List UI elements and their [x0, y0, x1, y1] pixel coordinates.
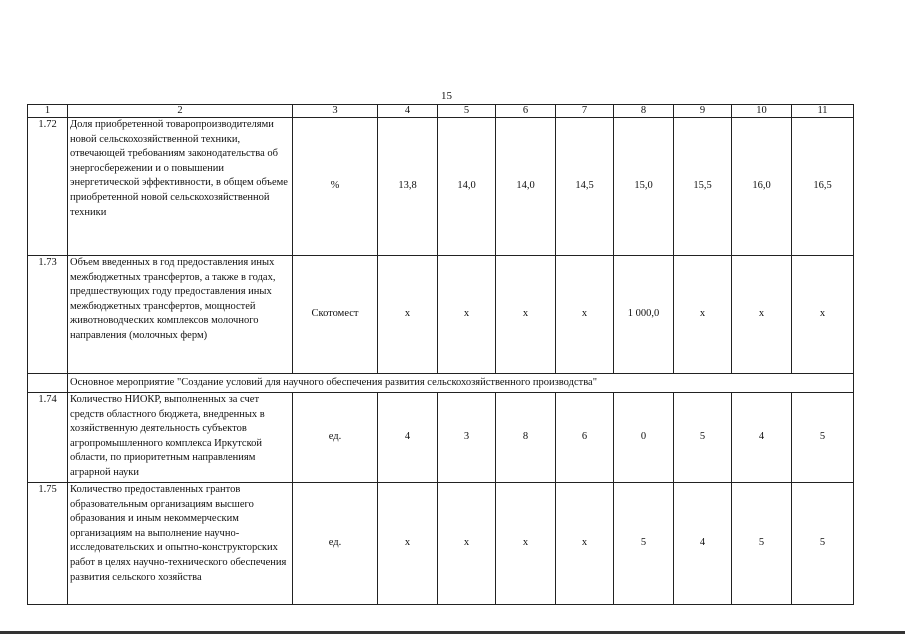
row-value: х — [496, 483, 556, 605]
row-value: 1 000,0 — [614, 256, 674, 374]
row-value: 5 — [792, 483, 854, 605]
row-value: 16,0 — [732, 118, 792, 256]
row-value: х — [792, 256, 854, 374]
row-value: 14,0 — [438, 118, 496, 256]
row-value: 5 — [732, 483, 792, 605]
section-row — [28, 374, 854, 393]
row-value: 13,8 — [378, 118, 438, 256]
row-unit: ед. — [293, 393, 378, 483]
header-cell: 1 — [28, 105, 68, 118]
header-cell: 11 — [792, 105, 854, 118]
row-value: 15,5 — [674, 118, 732, 256]
row-value: 6 — [556, 393, 614, 483]
row-value: 5 — [792, 393, 854, 483]
table-row — [28, 393, 854, 483]
scan-edge-line — [0, 631, 905, 634]
row-value: 5 — [614, 483, 674, 605]
row-value: 5 — [674, 393, 732, 483]
row-value: х — [496, 256, 556, 374]
header-cell: 9 — [674, 105, 732, 118]
header-cell: 10 — [732, 105, 792, 118]
row-description: Количество НИОКР, выполненных за счет средств областного бюджета, внедренных в хозяйственную деятельность субъектов агропромышленного комплекса Иркутской области, по приоритетным направлениям аграрной науки — [68, 393, 293, 483]
table-row — [28, 483, 854, 605]
row-description: Доля приобретенной товаропроизводителями новой сельскохозяйственной техники, отвечающей требованиям законодательства об энергосбережении и о повышении энергетической эффективности, в общем объеме приобретенной новой сельскохозяйственной техники — [68, 118, 293, 256]
row-value: х — [556, 483, 614, 605]
row-value: 14,5 — [556, 118, 614, 256]
row-description: Количество предоставленных грантов образовательным организациям высшего образования и иным некоммерческим организациям на выполнение научно-исследовательских и опытно-конструкторских работ в целях научно-технического обеспечения развития сельского хозяйства — [68, 483, 293, 605]
row-value: 15,0 — [614, 118, 674, 256]
header-cell: 7 — [556, 105, 614, 118]
table-row — [28, 256, 854, 374]
header-cell: 2 — [68, 105, 293, 118]
row-value: х — [378, 256, 438, 374]
row-value: х — [438, 483, 496, 605]
row-value: 4 — [674, 483, 732, 605]
header-cell: 5 — [438, 105, 496, 118]
row-value: 8 — [496, 393, 556, 483]
row-value: 4 — [378, 393, 438, 483]
row-value: х — [438, 256, 496, 374]
row-value: 0 — [614, 393, 674, 483]
row-unit: % — [293, 118, 378, 256]
row-number: 1.72 — [28, 118, 68, 256]
section-title: Основное мероприятие "Создание условий для научного обеспечения развития сельскохозяйственного производства" — [68, 374, 854, 393]
row-value: 4 — [732, 393, 792, 483]
row-unit: ед. — [293, 483, 378, 605]
section-number-cell — [28, 374, 68, 393]
row-unit: Скотомест — [293, 256, 378, 374]
page-number: 15 — [441, 90, 452, 102]
row-value: х — [556, 256, 614, 374]
row-value: 3 — [438, 393, 496, 483]
indicators-table — [27, 104, 854, 605]
header-cell: 6 — [496, 105, 556, 118]
row-value: 16,5 — [792, 118, 854, 256]
row-value: 14,0 — [496, 118, 556, 256]
header-cell: 4 — [378, 105, 438, 118]
row-value: х — [732, 256, 792, 374]
row-number: 1.75 — [28, 483, 68, 605]
header-cell: 3 — [293, 105, 378, 118]
header-cell: 8 — [614, 105, 674, 118]
table-row — [28, 118, 854, 256]
row-number: 1.74 — [28, 393, 68, 483]
header-row — [28, 105, 854, 118]
row-value: х — [378, 483, 438, 605]
row-value: х — [674, 256, 732, 374]
row-description: Объем введенных в год предоставления иных межбюджетных трансфертов, а также в годах, предшествующих году предоставления иных межбюджетных трансфертов, мощностей животноводческих комплексов молочного направления (молочных ферм) — [68, 256, 293, 374]
row-number: 1.73 — [28, 256, 68, 374]
